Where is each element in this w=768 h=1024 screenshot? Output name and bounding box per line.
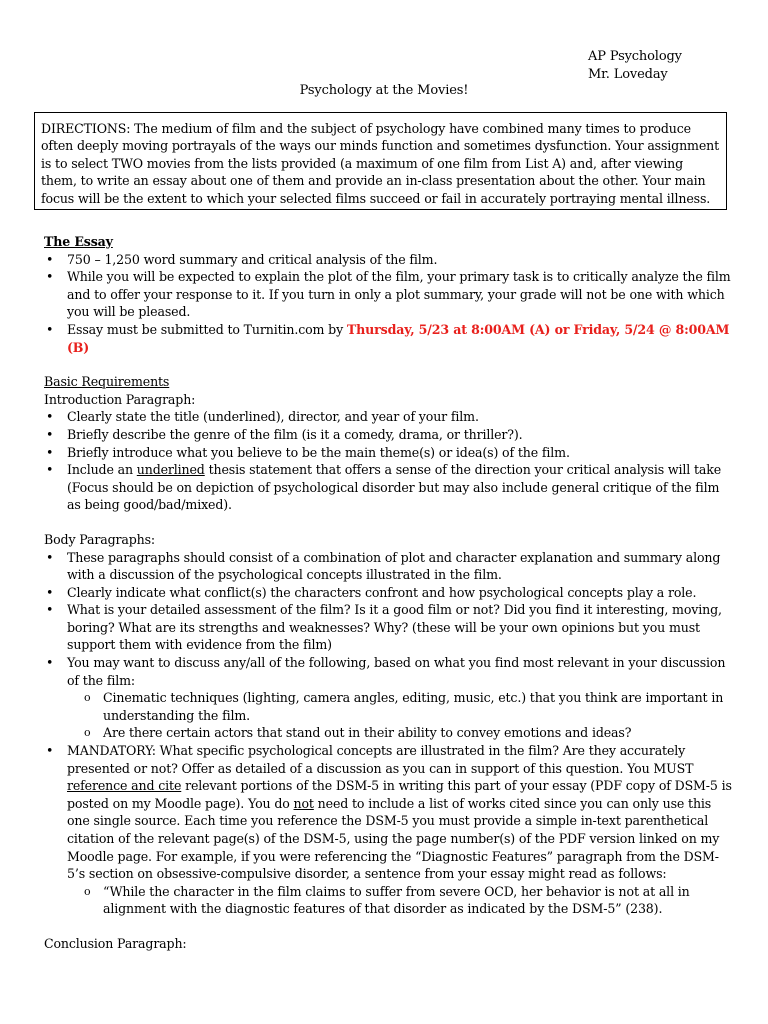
body-list bbox=[44, 549, 734, 918]
example-list bbox=[44, 883, 734, 918]
thesis-post: thesis statement that offers a sense of the direction your critical analysis will take (Focus should be on depiction of psychological disorder but may also include general critique of the film as being good/bad/mixed). bbox=[67, 462, 722, 513]
list-item-discuss bbox=[44, 654, 734, 742]
page-title: Psychology at the Movies! bbox=[299, 83, 469, 98]
list-item: • What is your detailed assessment of the film? Is it a good film or not? Did you find it interesting, moving, boring? What are its strengths and weaknesses? Why? (these will be your own opinions but you must support them with evidence from the film) bbox=[44, 601, 734, 654]
example-quote: o “While the character in the film claims to suffer from severe OCD, her behavior is not at all in alignment with the diagnostic features of that disorder as indicated by the DSM-5” (238). bbox=[44, 883, 734, 918]
list-item: • These paragraphs should consist of a combination of plot and character explanation and summary along with a discussion of the psychological concepts illustrated in the film. bbox=[44, 549, 734, 584]
list-item: • While you will be expected to explain the plot of the film, your primary task is to critically analyze the film and to offer your response to it. If you turn in only a plot summary, your grade will not be one with which you will be pleased. bbox=[44, 268, 734, 321]
list-item-mandatory bbox=[44, 742, 734, 918]
essay-list bbox=[44, 251, 734, 357]
essay-heading: The Essay bbox=[44, 234, 113, 249]
conclusion-heading: Conclusion Paragraph: bbox=[44, 935, 187, 951]
body-heading: Body Paragraphs: bbox=[44, 531, 156, 547]
list-item-thesis bbox=[44, 461, 734, 514]
list-item-submission bbox=[44, 321, 734, 356]
directions-box bbox=[34, 112, 727, 210]
thesis-underlined: underlined bbox=[136, 462, 205, 478]
directions-label: DIRECTIONS: bbox=[41, 121, 131, 136]
list-item: • Clearly state the title (underlined), director, and year of your film. bbox=[44, 408, 734, 426]
list-item: • Briefly introduce what you believe to be the main theme(s) or idea(s) of the film. bbox=[44, 444, 734, 462]
sub-list-item: o Are there certain actors that stand out in their ability to convey emotions and ideas? bbox=[44, 724, 734, 742]
teacher-name: Mr. Loveday bbox=[588, 67, 668, 82]
directions-text: The medium of film and the subject of psychology have combined many times to produce often deeply moving portrayals of the ways our minds function and sometimes dysfunction. Your assignment is to select TWO movies from the lists provided (a maximum of one film from List A) and, after viewing them, to write an essay about one of them and provide an in-class presentation about the other. Your main focus will be the extent to which your selected films succeed or fail in accurately portraying mental illness. bbox=[41, 121, 720, 206]
mandatory-underlined: reference and cite bbox=[67, 778, 182, 794]
sub-list bbox=[44, 689, 734, 742]
mandatory-text-c: need to include a list of works cited since you can only use this one single source. Each time you reference the DSM-5 you must provide a simple in-text parenthetical citation of the relevant page(s) of the DSM-5, using the page number(s) of the PDF version linked on my Moodle page. For example, if you were referencing the “Diagnostic Features” paragraph from the DSM-5’s section on obsessive-compulsive disorder, a sentence from your essay might read as follows: bbox=[67, 795, 720, 882]
thesis-pre: Include an bbox=[67, 462, 137, 478]
list-item: • Clearly indicate what conflict(s) the characters confront and how psychological concepts play a role. bbox=[44, 584, 734, 602]
sub-list-item: o Cinematic techniques (lighting, camera angles, editing, music, etc.) that you think are important in understanding the film. bbox=[44, 689, 734, 724]
list-item: • 750 – 1,250 word summary and critical analysis of the film. bbox=[44, 251, 734, 269]
list-item: • Briefly describe the genre of the film (is it a comedy, drama, or thriller?). bbox=[44, 426, 734, 444]
intro-heading: Introduction Paragraph: bbox=[44, 391, 196, 407]
submission-text: Essay must be submitted to Turnitin.com by bbox=[67, 321, 347, 337]
mandatory-text-a: MANDATORY: What specific psychological concepts are illustrated in the film? Are they accurately presented or not? Offer as detailed of a discussion as you can in support of this question. You MUST bbox=[67, 743, 694, 776]
mandatory-not: not bbox=[293, 795, 314, 811]
basic-requirements-heading: Basic Requirements bbox=[44, 374, 170, 390]
discuss-text: You may want to discuss any/all of the following, based on what you find most relevant in your discussion of the film: bbox=[67, 655, 726, 688]
course-name: AP Psychology bbox=[588, 49, 682, 64]
course-header bbox=[588, 48, 682, 84]
deadline-text: Thursday, 5/23 at 8:00AM (A) or Friday, 5/24 @ 8:00AM (B) bbox=[67, 321, 730, 355]
mandatory-text-b: relevant portions of the DSM-5 in writing this part of your essay (PDF copy of DSM-5 is posted on my Moodle page). You do bbox=[67, 778, 732, 811]
document-body bbox=[44, 233, 734, 953]
intro-list bbox=[44, 408, 734, 514]
